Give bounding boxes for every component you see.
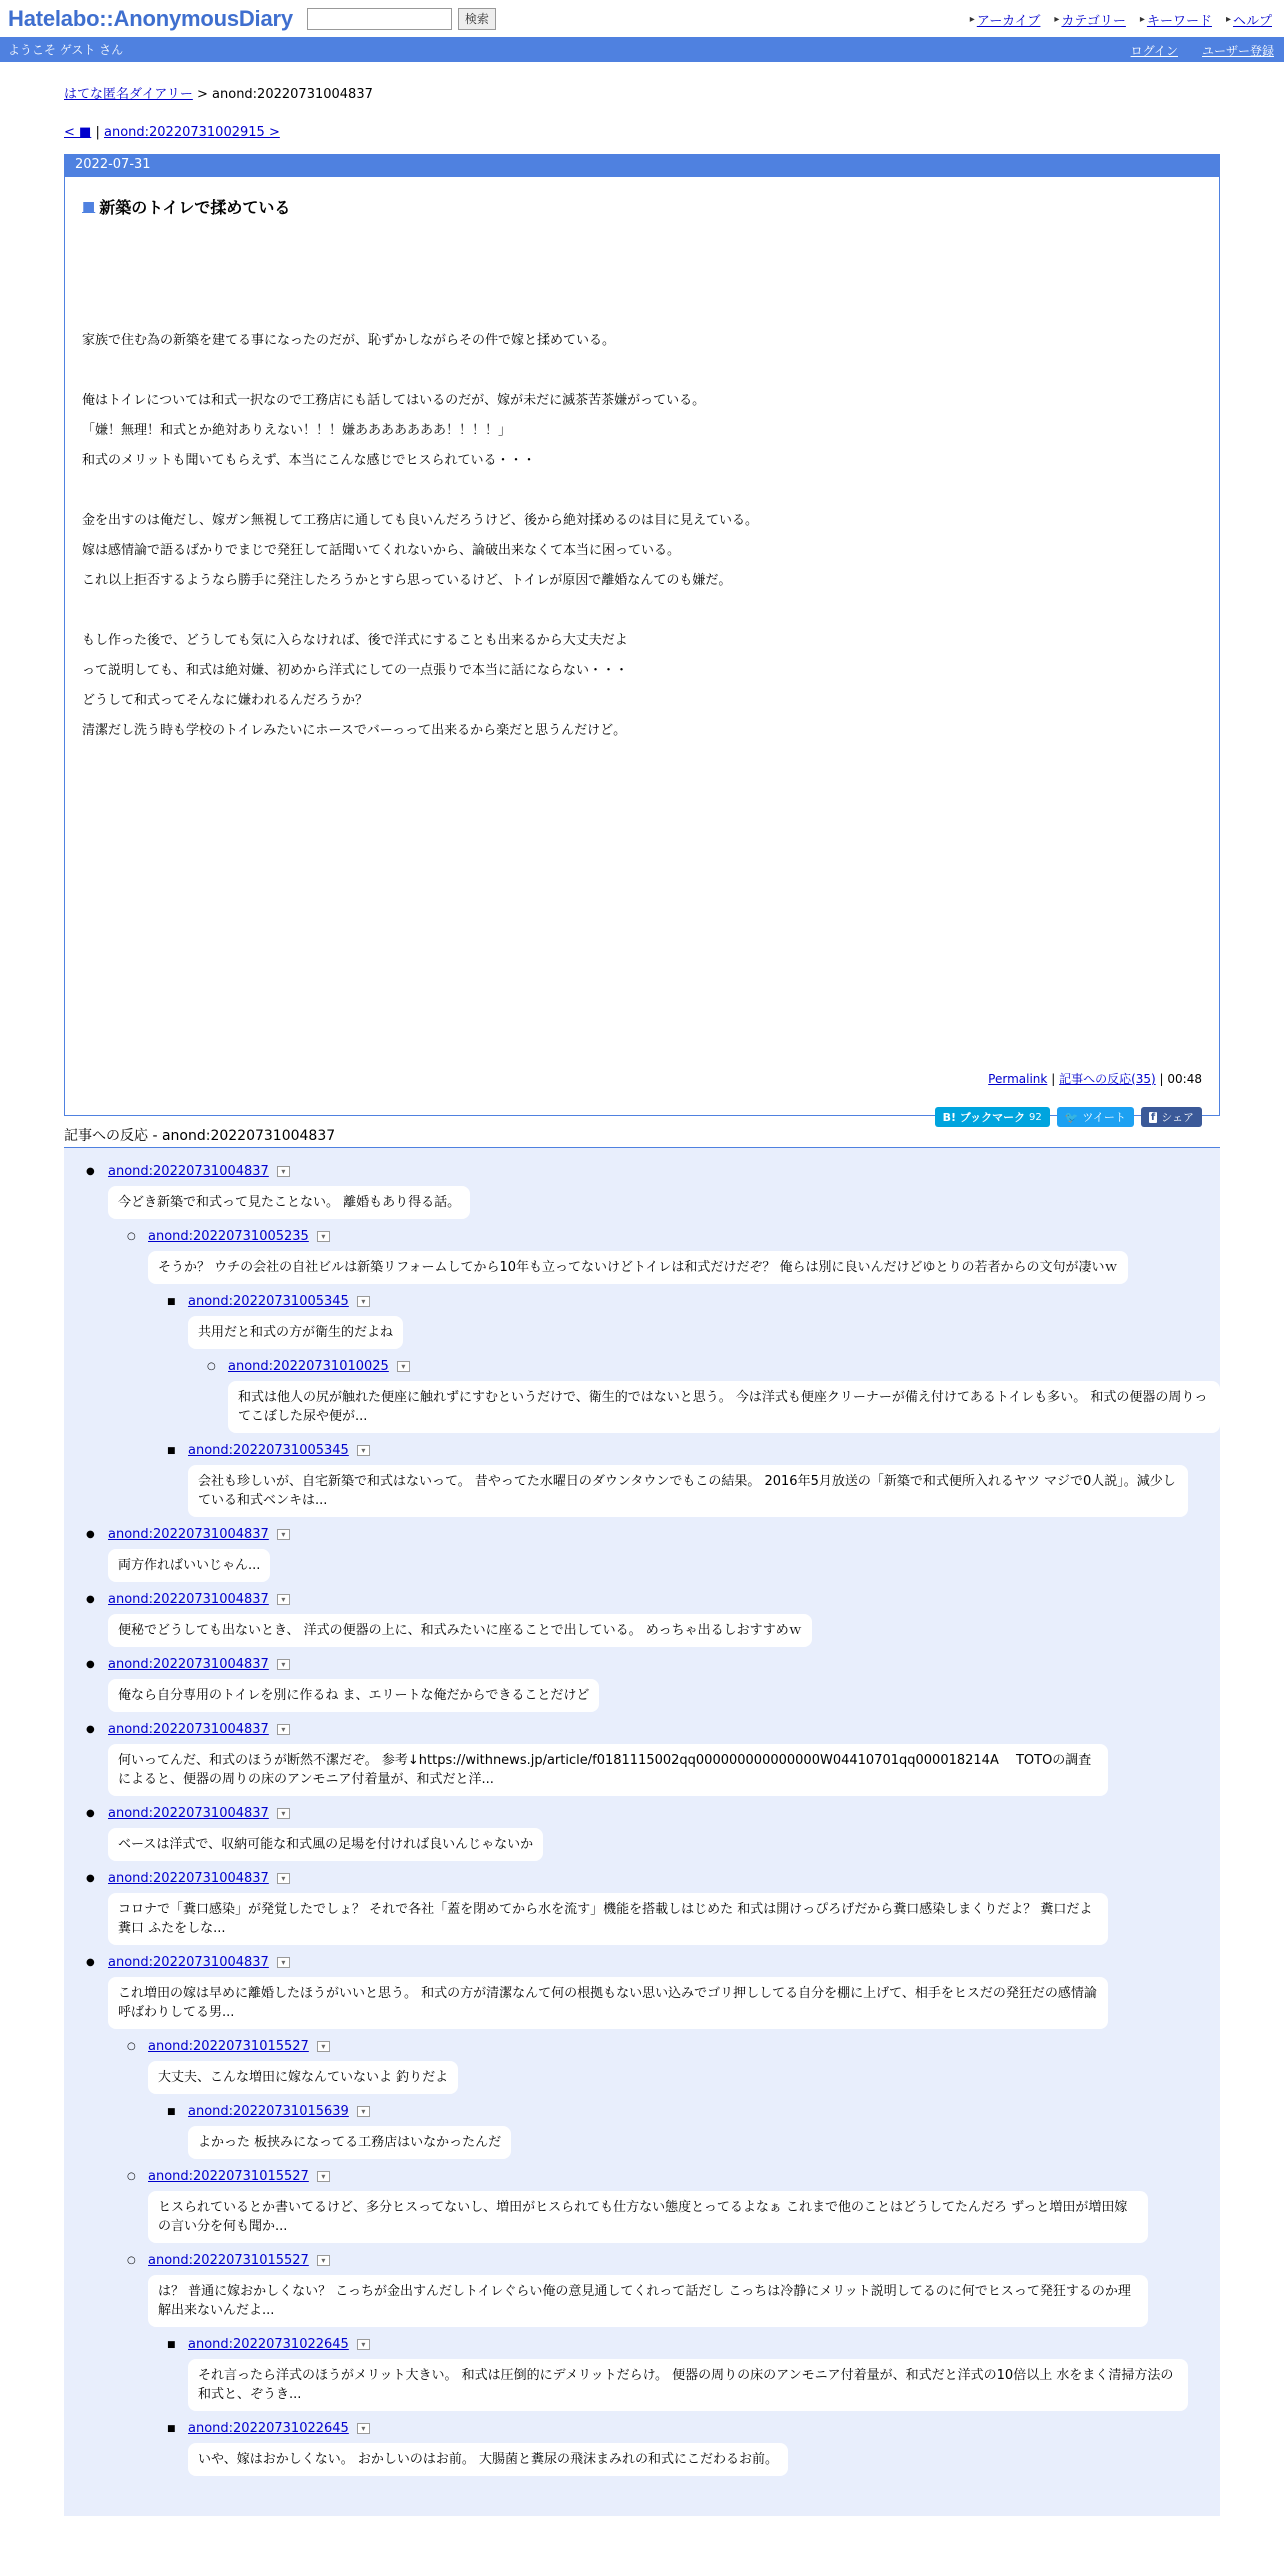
reaction-item xyxy=(64,1867,1220,1945)
nav-help[interactable]: ヘルプ xyxy=(1232,14,1272,29)
search-input[interactable] xyxy=(307,8,452,30)
arrow-icon: ▸ xyxy=(1139,14,1145,25)
entry-title xyxy=(82,195,1202,218)
facebook-share-button[interactable] xyxy=(1141,1107,1202,1127)
reaction-header xyxy=(188,1290,1220,1312)
reaction-item xyxy=(64,1160,1220,1219)
search-button[interactable]: 検索 xyxy=(458,8,496,30)
expand-toggle-icon[interactable]: ▾ xyxy=(277,1873,290,1884)
entry-paragraph xyxy=(82,626,1202,746)
entry-line: 清潔だし洗う時も学校のトイレみたいにホースでバーっって出来るから楽だと思うんだけど。 xyxy=(82,723,627,738)
entry-footer xyxy=(988,1070,1202,1087)
reaction-link[interactable]: anond:20220731004837 xyxy=(108,1805,269,1821)
reaction-link[interactable]: anond:20220731015639 xyxy=(188,2103,349,2119)
reactions-heading: 記事への反応 - anond:20220731004837 xyxy=(64,1125,1220,1148)
reaction-excerpt: は？ 普通に嫁おかしくない？ こっちが金出すんだしトイレぐらい俺の意見通してくれって話だし こっちは冷静にメリット説明してるのに何でヒスって発狂するのか理解出来ないんだよ... xyxy=(148,2275,1148,2327)
bullet-icon xyxy=(167,2339,176,2350)
reaction-header xyxy=(188,2417,1220,2439)
breadcrumb xyxy=(64,83,1220,102)
reaction-excerpt: 便秘でどうしても出ないとき、 洋式の便器の上に、和式みたいに座ることで出している。 めっちゃ出るしおすすめｗ xyxy=(108,1614,812,1647)
facebook-icon: f xyxy=(1150,1111,1156,1123)
expand-toggle-icon[interactable]: ▾ xyxy=(397,1361,410,1372)
arrow-icon: ▸ xyxy=(1225,14,1231,25)
breadcrumb-separator: > xyxy=(196,87,208,102)
bullet-icon xyxy=(167,2106,176,2117)
reaction-excerpt: そうか？ ウチの会社の自社ビルは新築リフォームしてから10年も立ってないけどトイレは和式だけだぞ？ 俺らは別に良いんだけどゆとりの若者からの文句が凄いｗ xyxy=(148,1251,1128,1284)
reaction-header xyxy=(108,1951,1220,1973)
expand-toggle-icon[interactable]: ▾ xyxy=(357,2106,370,2117)
user-bar xyxy=(0,37,1284,62)
reaction-excerpt: それ言ったら洋式のほうがメリット大きい。 和式は圧倒的にデメリットだらけ。 便器の周りの床のアンモニア付着量が、和式だと洋式の10倍以上 水をまく清掃方法の和式と、ぞうき... xyxy=(188,2359,1188,2411)
bullet-icon xyxy=(167,1445,176,1456)
reaction-item xyxy=(64,2417,1220,2476)
register-link[interactable]: ユーザー登録 xyxy=(1201,44,1274,58)
reaction-header xyxy=(108,1588,1220,1610)
bullet-icon xyxy=(86,1873,95,1884)
reaction-excerpt: 何いってんだ、和式のほうが断然不潔だぞ。 参考↓https://withnews.jp/article/f0181115002qq000000000000000W04410701qq000018214A TOTOの調査によると、便器の周りの床のアンモニア付着量が、和式だと洋... xyxy=(108,1744,1108,1796)
expand-toggle-icon[interactable]: ▾ xyxy=(357,1445,370,1456)
nav-keyword[interactable]: キーワード xyxy=(1146,14,1212,29)
bookmark-label: B! ブックマーク xyxy=(942,1111,1026,1124)
bullet-icon xyxy=(86,1724,95,1735)
reaction-item xyxy=(64,1588,1220,1647)
breadcrumb-current: anond:20220731004837 xyxy=(212,87,373,102)
reaction-link[interactable]: anond:20220731004837 xyxy=(108,1163,269,1179)
reaction-link[interactable]: anond:20220731004837 xyxy=(108,1591,269,1607)
expand-toggle-icon[interactable]: ▾ xyxy=(357,1296,370,1307)
arrow-icon: ▸ xyxy=(969,14,975,25)
arrow-icon: ▸ xyxy=(1054,14,1060,25)
reaction-item xyxy=(64,1802,1220,1861)
reaction-item xyxy=(64,2333,1220,2411)
reaction-header xyxy=(108,1867,1220,1889)
expand-toggle-icon[interactable]: ▾ xyxy=(277,1724,290,1735)
reaction-item xyxy=(64,1951,1220,2029)
reaction-header xyxy=(108,1523,1220,1545)
reaction-excerpt: ヒスられているとか書いてるけど、多分ヒスってないし、増田がヒスられても仕方ない態度とってるよなぁ これまで他のことはどうしてたんだろ ずっと増田が増田嫁の言い分を何も聞か... xyxy=(148,2191,1148,2243)
footer-separator: | xyxy=(1159,1072,1164,1086)
reaction-link[interactable]: anond:20220731004837 xyxy=(108,1656,269,1672)
reaction-item xyxy=(64,1290,1220,1349)
expand-toggle-icon[interactable]: ▾ xyxy=(317,2255,330,2266)
reaction-link[interactable]: anond:20220731010025 xyxy=(228,1358,389,1374)
expand-toggle-icon[interactable]: ▾ xyxy=(317,2171,330,2182)
reactions-list xyxy=(64,1148,1220,2516)
footer-separator: | xyxy=(1051,1072,1056,1086)
entry-box xyxy=(64,154,1220,1124)
reaction-excerpt: いや、嫁はおかしくない。 おかしいのはお前。 大腸菌と糞尿の飛沫まみれの和式にこだわるお前。 xyxy=(188,2443,788,2476)
bookmark-count: 92 xyxy=(1028,1111,1042,1123)
reaction-header xyxy=(148,2035,1220,2057)
bullet-icon xyxy=(127,2041,136,2052)
reaction-item xyxy=(64,1523,1220,1582)
pager-separator: | xyxy=(95,125,100,140)
expand-toggle-icon[interactable]: ▾ xyxy=(357,2339,370,2350)
entry-time: 00:48 xyxy=(1167,1072,1202,1086)
entry-paragraph xyxy=(82,326,1202,356)
reaction-header xyxy=(188,1439,1220,1461)
prev-entry-link[interactable]: < ■ xyxy=(64,125,92,140)
reaction-item xyxy=(64,2035,1220,2094)
breadcrumb-root[interactable]: はてな匿名ダイアリー xyxy=(64,87,193,102)
reaction-item xyxy=(64,2100,1220,2159)
reaction-excerpt: よかった 板挟みになってる工務店はいなかったんだ xyxy=(188,2126,511,2159)
expand-toggle-icon[interactable]: ▾ xyxy=(277,1166,290,1177)
reaction-header xyxy=(108,1160,1220,1182)
entry-line: 俺はトイレについては和式一択なので工務店にも話してはいるのだが、嫁が未だに滅茶苦茶嫌がっている。 xyxy=(82,393,706,408)
reaction-header xyxy=(108,1718,1220,1740)
reaction-link[interactable]: anond:20220731005235 xyxy=(148,1228,309,1244)
permalink-link[interactable]: Permalink xyxy=(988,1072,1048,1086)
reaction-item xyxy=(64,1439,1220,1517)
reaction-item xyxy=(64,1718,1220,1796)
reaction-header xyxy=(148,2249,1220,2271)
reaction-link[interactable]: anond:20220731004837 xyxy=(108,1954,269,1970)
reaction-item xyxy=(64,1653,1220,1712)
tweet-label: ツイート xyxy=(1082,1111,1126,1124)
bullet-icon xyxy=(86,1957,95,1968)
bullet-icon xyxy=(86,1529,95,1540)
nav-category[interactable]: カテゴリー xyxy=(1061,14,1126,29)
entry-line: 家族で住む為の新築を建てる事になったのだが、恥ずかしながらその件で嫁と揉めている。 xyxy=(82,333,616,348)
entry-line: もし作った後で、どうしても気に入らなければ、後で洋式にすることも出来るから大丈夫だよ xyxy=(82,633,628,648)
entry-line: 「嫌！無理！和式とか絶対ありえない！！！嫌あああああああ！！！！」 xyxy=(82,423,512,438)
login-link[interactable]: ログイン xyxy=(1130,44,1178,58)
entry-line: って説明しても、和式は絶対嫌、初めから洋式にしての一点張りで本当に話にならない・・・ xyxy=(82,663,629,678)
tweet-button[interactable] xyxy=(1057,1107,1134,1127)
bullet-icon xyxy=(86,1166,95,1177)
hatena-bookmark-button[interactable] xyxy=(935,1107,1050,1127)
expand-toggle-icon[interactable]: ▾ xyxy=(317,1231,330,1242)
bullet-icon xyxy=(127,2171,136,2182)
bullet-icon xyxy=(86,1659,95,1670)
expand-toggle-icon[interactable]: ▾ xyxy=(317,2041,330,2052)
twitter-bird-icon: 🐦 xyxy=(1064,1110,1079,1124)
reaction-link[interactable]: anond:20220731005345 xyxy=(188,1442,349,1458)
reaction-link[interactable]: anond:20220731022645 xyxy=(188,2420,349,2436)
reaction-header xyxy=(148,1225,1220,1247)
site-header xyxy=(0,0,1284,37)
nav-archive[interactable]: アーカイブ xyxy=(976,14,1041,29)
top-nav xyxy=(970,10,1272,29)
entry-text xyxy=(82,326,1202,746)
expand-toggle-icon[interactable]: ▾ xyxy=(277,1529,290,1540)
reactions-link[interactable]: 記事への反応(35) xyxy=(1059,1072,1156,1086)
reaction-header xyxy=(108,1653,1220,1675)
reaction-excerpt: 会社も珍しいが、自宅新築で和式はないって。 昔やってた水曜日のダウンタウンでもこの結果。 2016年5月放送の「新築で和式便所入れるヤツ マジで0人説」。減少している和式ベンキは... xyxy=(188,1465,1188,1517)
reaction-excerpt: 大丈夫、こんな増田に嫁なんていないよ 釣りだよ xyxy=(148,2061,458,2094)
share-label: シェア xyxy=(1161,1111,1194,1124)
entry-pager xyxy=(64,125,1220,140)
reaction-item xyxy=(64,2249,1220,2327)
reaction-excerpt: 俺なら自分専用のトイレを別に作るね ま、エリートな俺だからできることだけど xyxy=(108,1679,599,1712)
reaction-excerpt: コロナで「糞口感染」が発覚したでしょ？ それで各社「蓋を閉めてから水を流す」機能を搭載しはじめた 和式は開けっぴろげだから糞口感染しまくりだよ？ 糞口だよ糞口 ふたをしな... xyxy=(108,1893,1108,1945)
reaction-link[interactable]: anond:20220731015527 xyxy=(148,2038,309,2054)
bullet-icon xyxy=(167,2423,176,2434)
bullet-icon xyxy=(167,1296,176,1307)
reaction-header xyxy=(148,2165,1220,2187)
expand-toggle-icon[interactable]: ▾ xyxy=(277,1659,290,1670)
entry-line: これ以上拒否するようなら勝手に発注したろうかとすら思っているけど、トイレが原因で離婚なんてのも嫌だ。 xyxy=(82,573,732,588)
reaction-header xyxy=(188,2100,1220,2122)
entry-paragraph xyxy=(82,506,1202,596)
bullet-icon xyxy=(86,1594,95,1605)
expand-toggle-icon[interactable]: ▾ xyxy=(277,1957,290,1968)
reaction-link[interactable]: anond:20220731004837 xyxy=(108,1526,269,1542)
entry-line: 和式のメリットも聞いてもらえず、本当にこんな感じでヒスられている・・・ xyxy=(82,453,536,468)
welcome-text: ようこそ ゲスト さん xyxy=(8,43,124,57)
reaction-link[interactable]: anond:20220731004837 xyxy=(108,1721,269,1737)
entry-line: 嫁は感情論で語るばかりでまじで発狂して話聞いてくれないから、論破出来なくて本当に困っている。 xyxy=(82,543,681,558)
entry-line: 金を出すのは俺だし、嫁ガン無視して工務店に通しても良いんだろうけど、後から絶対揉めるのは目に見えている。 xyxy=(82,513,759,528)
reaction-link[interactable]: anond:20220731015527 xyxy=(148,2252,309,2268)
reaction-link[interactable]: anond:20220731004837 xyxy=(108,1870,269,1886)
entry-title-text: 新築のトイレで揉めている xyxy=(99,198,291,217)
bullet-icon xyxy=(86,1808,95,1819)
reaction-header xyxy=(108,1802,1220,1824)
reaction-item xyxy=(64,2165,1220,2243)
bullet-icon xyxy=(127,2255,136,2266)
expand-toggle-icon[interactable]: ▾ xyxy=(277,1594,290,1605)
reaction-link[interactable]: anond:20220731022645 xyxy=(188,2336,349,2352)
entry-body xyxy=(65,177,1219,1124)
entry-line: どうして和式ってそんなに嫌われるんだろうか？ xyxy=(82,693,369,708)
expand-toggle-icon[interactable]: ▾ xyxy=(357,2423,370,2434)
reaction-excerpt: 今どき新築で和式って見たことない。 離婚もあり得る話。 xyxy=(108,1186,470,1219)
reaction-header xyxy=(228,1355,1220,1377)
bullet-icon xyxy=(127,1231,136,1242)
bullet-icon xyxy=(207,1361,216,1372)
entry-paragraph xyxy=(82,386,1202,476)
reaction-link[interactable]: anond:20220731015527 xyxy=(148,2168,309,2184)
reaction-item xyxy=(64,1225,1220,1284)
reaction-excerpt: 和式は他人の尻が触れた便座に触れずにすむというだけで、衛生的ではないと思う。 今は洋式も便座クリーナーが備え付けてあるトイレも多い。 和式の便器の周りってこぼした尿や便が... xyxy=(228,1381,1220,1433)
reaction-excerpt: 両方作ればいいじゃん... xyxy=(108,1549,270,1582)
site-logo[interactable]: Hatelabo::AnonymousDiary xyxy=(8,5,293,31)
expand-toggle-icon[interactable]: ▾ xyxy=(277,1808,290,1819)
share-buttons xyxy=(935,1107,1202,1127)
reaction-excerpt: ベースは洋式で、収納可能な和式風の足場を付ければ良いんじゃないか xyxy=(108,1828,543,1861)
reaction-link[interactable]: anond:20220731005345 xyxy=(188,1293,349,1309)
entry-permalink-square-icon[interactable]: ■ xyxy=(82,198,96,215)
reaction-excerpt: これ増田の嫁は早めに離婚したほうがいいと思う。 和式の方が清潔なんて何の根拠もない思い込みでゴリ押ししてる自分を棚に上げて、相手をヒスだの発狂だの感情論呼ばわりしてる男... xyxy=(108,1977,1108,2029)
reaction-header xyxy=(188,2333,1220,2355)
reaction-item xyxy=(64,1355,1220,1433)
next-entry-link[interactable]: anond:20220731002915 > xyxy=(103,125,280,140)
reaction-excerpt: 共用だと和式の方が衛生的だよね xyxy=(188,1316,403,1349)
entry-date: 2022-07-31 xyxy=(65,155,1219,177)
